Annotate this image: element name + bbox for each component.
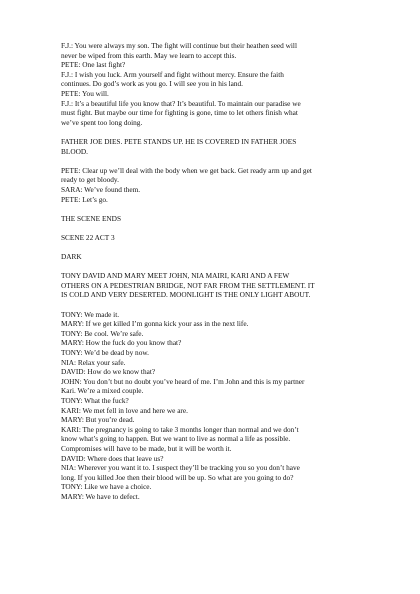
blank-line — [61, 300, 378, 310]
dialogue-line: we’ve spent too long doing. — [61, 117, 143, 127]
stage-direction: FATHER JOE DIES. PETE STANDS UP. HE IS COVERED IN FATHER JOES — [61, 136, 297, 146]
dialogue-line: PETE: One last fight? — [61, 60, 126, 70]
dialogue-line: PETE: Clear up we’ll deal with the body when we get back. Get ready arm up and get — [61, 165, 312, 175]
dialogue-line: know what’s going to happen. But we want to live as normal a life as possible. — [61, 434, 291, 444]
dialogue-line: DAVID: How do we know that? — [61, 367, 156, 377]
blank-line — [61, 204, 378, 214]
dialogue-line: TONY: We made it. — [61, 309, 120, 319]
blank-line — [61, 127, 378, 137]
stage-direction: BLOOD. — [61, 146, 88, 156]
dialogue-line: JOHN: You don’t but no doubt you’ve heard of me. I’m John and this is my partner — [61, 376, 305, 386]
dialogue-line: ready to get bloody. — [61, 175, 119, 185]
dialogue-line: DAVID: Where does that leave us? — [61, 453, 164, 463]
dialogue-line: TONY: Be cool. We’re safe. — [61, 328, 144, 338]
dialogue-line: TONY: We’d be dead by now. — [61, 348, 149, 357]
dialogue-line: MARY: We have to defect. — [61, 491, 140, 501]
dialogue-line: F.J.: It’s a beautiful life you know that? It’s beautiful. To maintain our paradise we — [61, 98, 301, 108]
dialogue-line: MARY: But you’re dead. — [61, 415, 135, 425]
dialogue-line: NIA: Relax your safe. — [61, 357, 126, 367]
dialogue-line: PETE: Let’s go. — [61, 194, 108, 204]
scene-setting: DARK — [61, 252, 82, 262]
dialogue-line: Compromises will have to be made, but it will be worth it. — [61, 443, 232, 453]
dialogue-line: F.J.: I wish you luck. Arm yourself and fight without mercy. Ensure the faith — [61, 69, 284, 79]
blank-line — [61, 223, 378, 233]
dialogue-line: KARI: We met fell in love and here we are. — [61, 405, 188, 415]
dialogue-line: F.J.: You were always my son. The fight will continue but their heathen seed will — [61, 41, 297, 50]
dialogue-line: MARY: If we get killed I’m gonna kick your ass in the next life. — [61, 319, 249, 329]
blank-line — [61, 156, 378, 166]
dialogue-line: long. If you killed Joe then their blood will be up. So what are you going to do? — [61, 472, 294, 482]
stage-direction: TONY DAVID AND MARY MEET JOHN, NIA MAIRI, KARI AND A FEW — [61, 271, 290, 281]
dialogue-line: MARY: How the fuck do you know that? — [61, 338, 182, 348]
scene-end-heading: THE SCENE ENDS — [61, 213, 121, 223]
blank-line — [61, 242, 378, 252]
scene-heading: SCENE 22 ACT 3 — [61, 232, 115, 242]
blank-line — [61, 262, 378, 272]
dialogue-line: TONY: Like we have a choice. — [61, 482, 152, 492]
dialogue-line: Kari. We’re a mixed couple. — [61, 386, 144, 396]
dialogue-line: SARA: We’ve found them. — [61, 184, 141, 194]
dialogue-line: KARI: The pregnancy is going to take 3 months longer than normal and we don’t — [61, 424, 299, 434]
dialogue-line: must fight. But maybe our time for fighting is gone, time to let others finish what — [61, 108, 298, 118]
dialogue-line: PETE: You will. — [61, 88, 109, 98]
stage-direction: OTHERS ON A PEDESTRIAN BRIDGE, NOT FAR FROM THE SETTLEMENT. IT — [61, 280, 315, 290]
dialogue-line: continues. Do god’s work as you go. I will see you in his land. — [61, 79, 243, 89]
dialogue-line: NIA: Wherever you want it to. I suspect they’ll be tracking you so you don’t have — [61, 463, 300, 473]
dialogue-line: TONY: What the fuck? — [61, 395, 129, 405]
stage-direction: IS COLD AND VERY DESERTED. MOONLIGHT IS THE ONLY LIGHT ABOUT. — [61, 290, 311, 300]
dialogue-line: never be wiped from this earth. May we learn to accept this. — [61, 50, 237, 60]
